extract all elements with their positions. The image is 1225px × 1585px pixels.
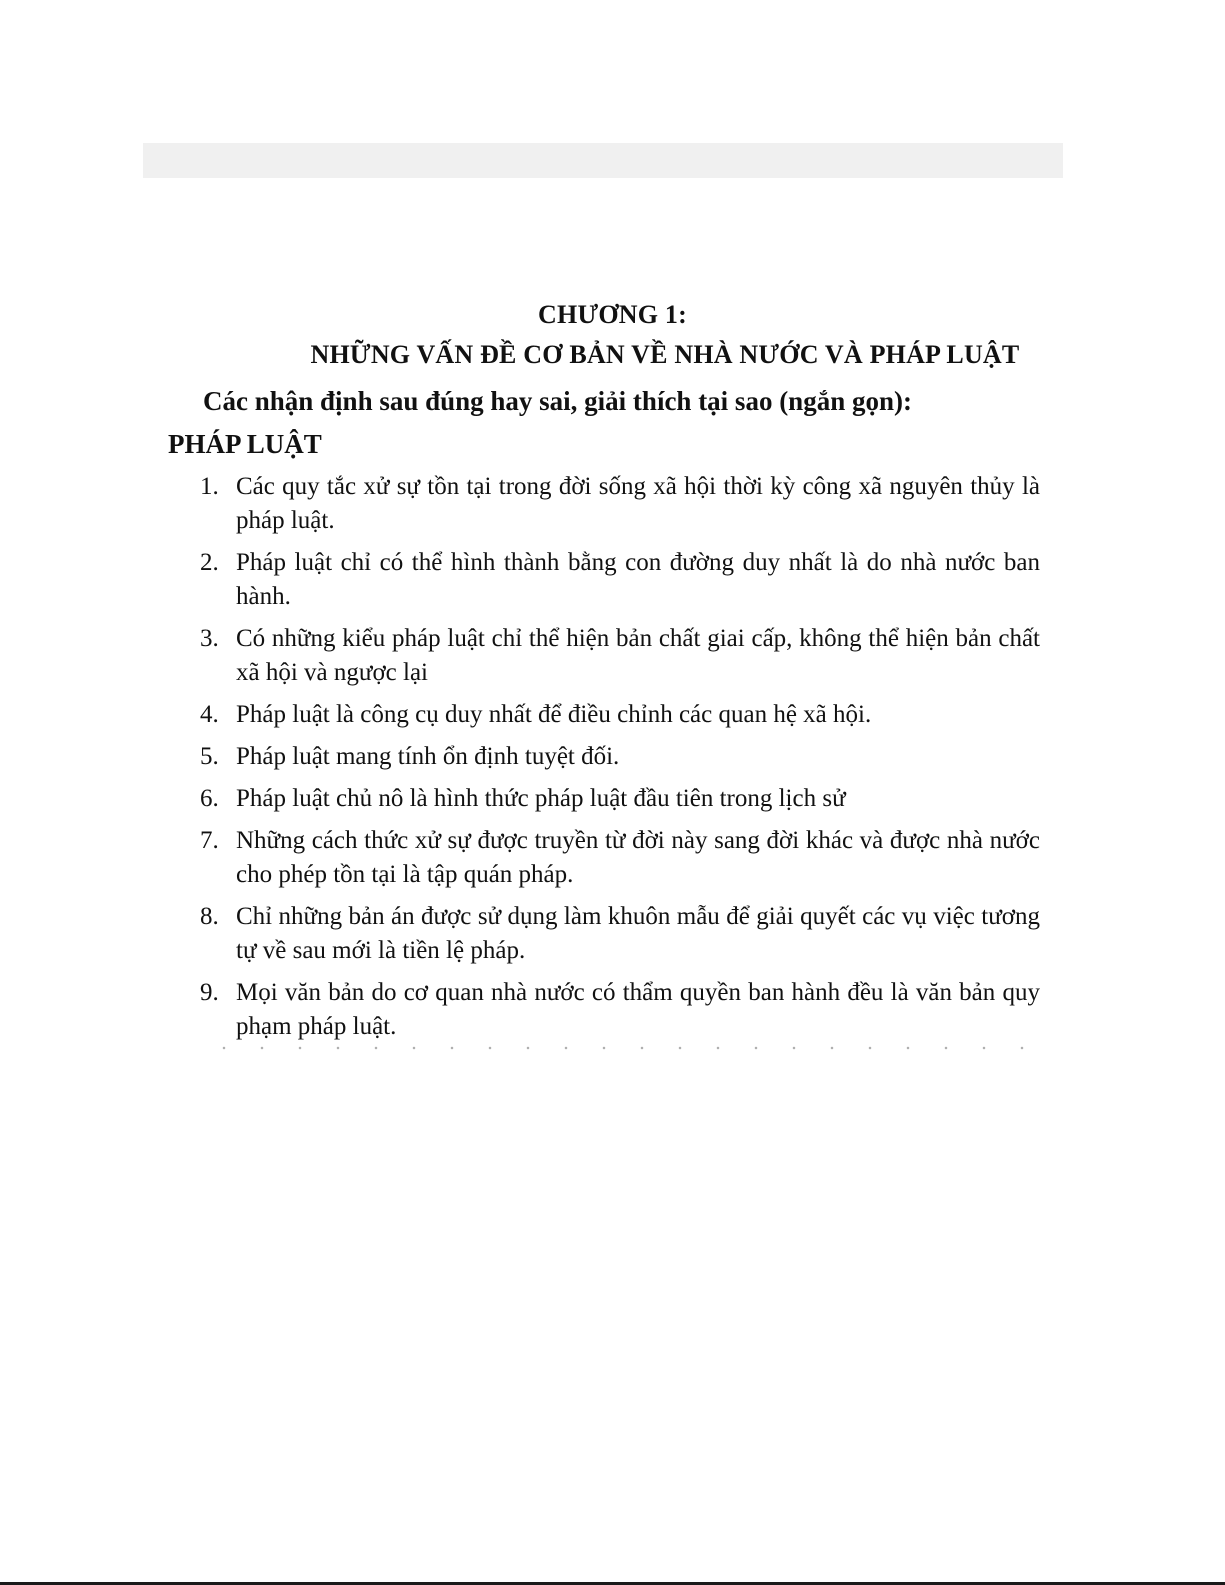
- list-item: [200, 900, 1040, 968]
- item-number: 6.: [200, 785, 219, 812]
- section-heading: PHÁP LUẬT: [168, 429, 322, 459]
- list-item: [200, 824, 1040, 892]
- item-text: Có những kiểu pháp luật chỉ thể hiện bản chất giai cấp, không thể hiện bản chất xã hội và ngược lại: [236, 625, 1040, 686]
- item-number: 5.: [200, 743, 219, 770]
- header-band: [143, 143, 1063, 178]
- list-item: [200, 470, 1040, 538]
- list-item: [200, 740, 1040, 774]
- item-text: Pháp luật mang tính ổn định tuyệt đối.: [236, 743, 620, 770]
- item-number: 3.: [200, 625, 219, 652]
- item-text: Mọi văn bản do cơ quan nhà nước có thẩm quyền ban hành đều là văn bản quy phạm pháp luật.: [236, 979, 1040, 1040]
- item-number: 2.: [200, 549, 219, 576]
- list-item: [200, 622, 1040, 690]
- statement-list: [200, 470, 1040, 1052]
- list-item: [200, 546, 1040, 614]
- list-item: [200, 782, 1040, 816]
- item-number: 9.: [200, 979, 219, 1006]
- item-number: 1.: [200, 473, 219, 500]
- item-text: Chỉ những bản án được sử dụng làm khuôn mẫu để giải quyết các vụ việc tương tự về sau mới là tiền lệ pháp.: [236, 903, 1040, 964]
- item-text: Pháp luật chủ nô là hình thức pháp luật đầu tiên trong lịch sử: [236, 785, 846, 812]
- item-number: 7.: [200, 827, 219, 854]
- chapter-title: CHƯƠNG 1:: [538, 300, 687, 329]
- chapter-subtitle: NHỮNG VẤN ĐỀ CƠ BẢN VỀ NHÀ NƯỚC VÀ PHÁP LUẬT: [310, 340, 1020, 369]
- list-item: [200, 698, 1040, 732]
- item-text: Những cách thức xử sự được truyền từ đời này sang đời khác và được nhà nước cho phép tồn tại là tập quán pháp.: [236, 827, 1040, 888]
- list-item: [200, 976, 1040, 1044]
- item-number: 4.: [200, 701, 219, 728]
- item-text: Pháp luật là công cụ duy nhất để điều chỉnh các quan hệ xã hội.: [236, 701, 872, 728]
- item-text: Các quy tắc xử sự tồn tại trong đời sống xã hội thời kỳ công xã nguyên thủy là pháp luật.: [236, 473, 1040, 534]
- instruction-text: Các nhận định sau đúng hay sai, giải thích tại sao (ngắn gọn):: [203, 386, 912, 416]
- item-number: 8.: [200, 903, 219, 930]
- item-text: Pháp luật chỉ có thể hình thành bằng con đường duy nhất là do nhà nước ban hành.: [236, 549, 1040, 610]
- cut-off-text-line: [205, 1045, 1040, 1051]
